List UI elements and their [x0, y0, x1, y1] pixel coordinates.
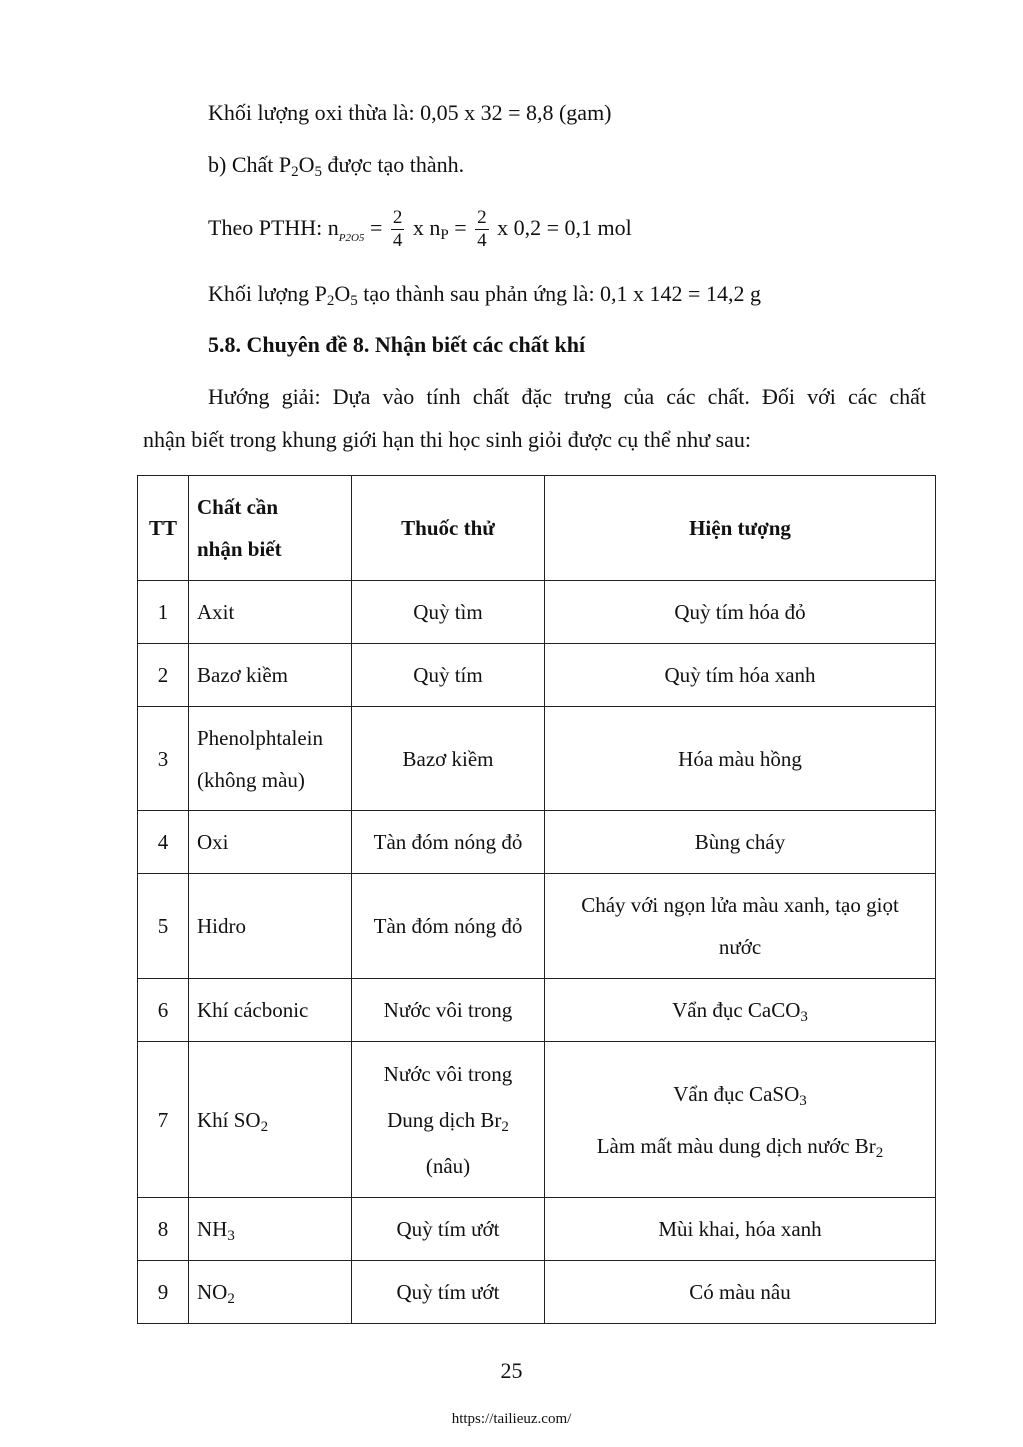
table-row	[138, 1042, 936, 1198]
numerator: 2	[477, 207, 487, 229]
text: được tạo thành.	[322, 152, 465, 177]
text: O	[334, 281, 351, 306]
subscript: 3	[227, 1228, 235, 1244]
cell-reagent: Quỳ tím	[352, 644, 545, 707]
page-number: 25	[500, 1358, 523, 1383]
text: tạo thành sau phản ứng là: 0,1 x 142 = 14,2 g	[357, 281, 761, 306]
table-row	[138, 644, 936, 707]
fraction	[391, 207, 405, 252]
fraction	[475, 207, 489, 252]
cell-reagent: Nước vôi trong	[352, 979, 545, 1042]
numerator: 2	[392, 207, 403, 229]
subscript: 2	[227, 1291, 235, 1307]
formula-subscript: P2O5	[338, 232, 365, 244]
text: =	[364, 215, 388, 240]
cell-substance	[189, 707, 352, 811]
cell-tt: 4	[138, 811, 189, 874]
table-row	[138, 979, 936, 1042]
cell-substance	[189, 1042, 352, 1198]
paragraph-line: Hướng giải: Dựa vào tính chất đặc trưng của các chất. Đối với các chất	[208, 384, 926, 409]
paragraph-line: nhận biết trong khung giới hạn thi học sinh giỏi được cụ thể như sau:	[143, 427, 752, 452]
cell-phenomenon: Mùi khai, hóa xanh	[545, 1198, 936, 1261]
cell-line: Vẩn đục CaSO	[673, 1081, 800, 1106]
cell-phenomenon: Bùng cháy	[545, 811, 936, 874]
text: Theo PTHH: n	[208, 215, 339, 240]
text: Khối lượng P	[208, 281, 327, 306]
table-row	[138, 1198, 936, 1261]
subscript: 2	[260, 1118, 269, 1135]
cell-substance: Hidro	[189, 874, 352, 979]
cell-line: Phenolphtalein	[197, 725, 323, 750]
text: x 0,2 = 0,1 mol	[491, 215, 632, 240]
cell-phenomenon: Hóa màu hồng	[545, 707, 936, 811]
equation-line	[208, 206, 632, 254]
text: =	[448, 215, 473, 240]
cell-line: Dung dịch Br	[387, 1107, 502, 1132]
subscript: 2	[326, 293, 335, 309]
table-row	[138, 1261, 936, 1324]
cell-tt: 3	[138, 707, 189, 811]
denominator: 4	[392, 230, 403, 252]
cell-tt: 8	[138, 1198, 189, 1261]
text: O	[298, 152, 315, 177]
cell-tt: 2	[138, 644, 189, 707]
text: Khối lượng oxi thừa là: 0,05 x 32 = 8,8 (gam)	[208, 100, 612, 125]
header-substance	[189, 476, 352, 581]
subscript: 3	[799, 1092, 807, 1109]
cell-substance: Axit	[189, 581, 352, 644]
cell-text: NH	[197, 1217, 228, 1241]
denominator: 4	[477, 230, 487, 252]
cell-substance: Khí cácbonic	[189, 979, 352, 1042]
cell-phenomenon	[545, 1042, 936, 1198]
text-line-oxygen-excess	[208, 99, 612, 127]
paragraph	[143, 375, 926, 461]
cell-tt: 9	[138, 1261, 189, 1324]
cell-line: nước	[718, 935, 762, 959]
cell-text: Khí SO	[197, 1107, 261, 1132]
cell-line: Làm mất màu dung dịch nước Br	[596, 1133, 876, 1158]
cell-tt: 1	[138, 581, 189, 644]
table-row	[138, 811, 936, 874]
cell-reagent: Quỳ tìm	[352, 581, 545, 644]
cell-reagent: Quỳ tím ướt	[352, 1261, 545, 1324]
cell-tt: 5	[138, 874, 189, 979]
subscript: 5	[350, 293, 358, 309]
subscript: 2	[501, 1118, 509, 1135]
text: x n	[407, 215, 441, 240]
cell-substance: Oxi	[189, 811, 352, 874]
text-line-p2o5-mass	[208, 280, 761, 308]
cell-reagent: Tàn đóm nóng đỏ	[352, 811, 545, 874]
subscript: 5	[314, 164, 323, 180]
cell-reagent: Tàn đóm nóng đỏ	[352, 874, 545, 979]
subscript: 2	[291, 164, 299, 180]
cell-reagent: Bazơ kiềm	[352, 707, 545, 811]
cell-phenomenon: Có màu nâu	[545, 1261, 936, 1324]
gas-identification-table	[137, 475, 936, 1324]
header-tt: TT	[138, 476, 189, 581]
footer-url: https://tailieuz.com/	[451, 1411, 572, 1427]
cell-phenomenon	[545, 979, 936, 1042]
header-line: Chất cần	[197, 495, 279, 519]
cell-reagent: Quỳ tím ướt	[352, 1198, 545, 1261]
cell-line: Nước vôi trong	[383, 1061, 513, 1086]
table-header-row	[138, 476, 936, 581]
section-heading: 5.8. Chuyên đề 8. Nhận biết các chất khí	[208, 332, 586, 357]
cell-substance	[189, 1198, 352, 1261]
subscript: 3	[800, 1009, 808, 1025]
text: b) Chất P	[208, 152, 292, 177]
cell-phenomenon: Quỳ tím hóa xanh	[545, 644, 936, 707]
table-row	[138, 874, 936, 979]
cell-substance: Bazơ kiềm	[189, 644, 352, 707]
table-row	[138, 581, 936, 644]
subscript: 2	[875, 1144, 884, 1161]
cell-tt: 7	[138, 1042, 189, 1198]
cell-phenomenon	[545, 874, 936, 979]
cell-line: (nâu)	[425, 1153, 471, 1178]
header-reagent: Thuốc thử	[352, 476, 545, 581]
cell-substance	[189, 1261, 352, 1324]
cell-phenomenon: Quỳ tím hóa đỏ	[545, 581, 936, 644]
cell-reagent	[352, 1042, 545, 1198]
cell-text: Vẩn đục CaCO	[672, 998, 801, 1022]
cell-text: NO	[197, 1280, 228, 1304]
text-line-p2o5-formed	[208, 151, 464, 179]
subscript: P	[440, 227, 449, 243]
cell-line: Cháy với ngọn lửa màu xanh, tạo giọt	[581, 893, 899, 917]
cell-tt: 6	[138, 979, 189, 1042]
header-line: nhận biết	[197, 537, 282, 561]
cell-line: (không màu)	[197, 767, 305, 792]
header-phenomenon: Hiện tượng	[545, 476, 936, 581]
table-row	[138, 707, 936, 811]
